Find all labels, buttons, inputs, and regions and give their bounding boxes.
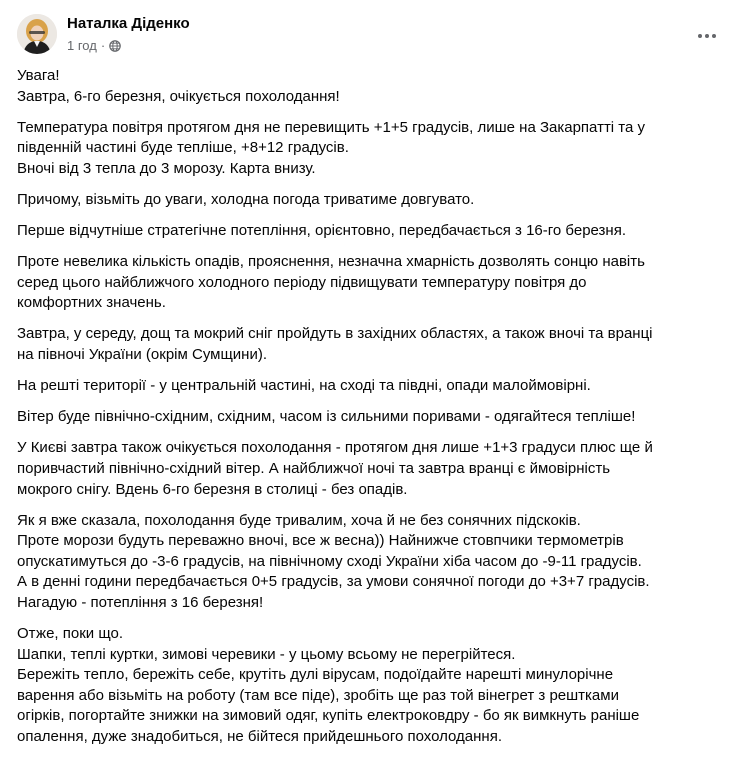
post-text-line: Вночі від 3 тепла до 3 морозу. Карта внизу. bbox=[17, 159, 316, 177]
globe-icon[interactable] bbox=[109, 40, 121, 52]
post-meta bbox=[67, 38, 121, 53]
post-text-line: Бережіть тепло, бережіть себе, крутіть дулі вірусам, подоїдайте нарешті минулорічне bbox=[17, 666, 614, 684]
post-text-line: Проте морози будуть переважно вночі, все ж весна)) Найнижче стовпчики термометрів bbox=[17, 532, 624, 550]
post-text-line: Температура повітря протягом дня не перевищить +1+5 градусів, лише на Закарпатті та у bbox=[17, 118, 646, 136]
post-text-line: Завтра, 6-го березня, очікується похолодання! bbox=[17, 87, 340, 105]
post-text-line: Завтра, у середу, дощ та мокрий сніг пройдуть в західних областях, а також вночі та вранці bbox=[17, 325, 653, 343]
post-text-line: На решті території - у центральній частині, на сході та півдні, опади малоймовірні. bbox=[17, 377, 591, 395]
post-text-line: Проте невелика кількість опадів, прояснення, незначна хмарність дозволять сонцю навіть bbox=[17, 253, 645, 271]
post-text-line: опускатимуться до -3-6 градусів, на північному сході України хіба часом до -9-11 градусів. bbox=[17, 552, 642, 570]
avatar-photo-icon bbox=[17, 14, 57, 54]
post-text-line: серед цього найближчого холодного періоду підвищувати температуру повітря до bbox=[17, 273, 587, 291]
post-header bbox=[17, 10, 725, 60]
post-text-line: на півночі України (окрім Сумщини). bbox=[17, 346, 268, 364]
post-body bbox=[17, 66, 729, 758]
post-text-line: південній частині буде тепліше, +8+12 градусів. bbox=[17, 139, 349, 157]
post-paragraph bbox=[17, 190, 729, 211]
post-text-line: У Києві завтра також очікується похолодання - протягом дня лише +1+3 градуси плюс ще й bbox=[17, 439, 653, 457]
post-paragraph bbox=[17, 407, 729, 428]
post-text-line: А в денні години передбачається 0+5 градусів, за умови сонячної погоди до +3+7 градусів. bbox=[17, 573, 650, 591]
post-text-line: мокрого снігу. Вдень 6-го березня в столиці - без опадів. bbox=[17, 480, 408, 498]
meta-separator: · bbox=[100, 38, 106, 53]
post-text-line: варення або візьміть на роботу (там все піде), зробіть ще раз той вінегрет з рештками bbox=[17, 686, 619, 704]
post-text-line: комфортних значень. bbox=[17, 294, 166, 312]
post-paragraph bbox=[17, 624, 729, 748]
post-text-line: Шапки, теплі куртки, зимові черевики - у цьому всьому не перегрійтеся. bbox=[17, 645, 516, 663]
post-text-line: Отже, поки що. bbox=[17, 625, 124, 643]
post-paragraph bbox=[17, 511, 729, 614]
post-text-line: опалення, дуже знадобиться, не бійтеся прийдешнього похолодання. bbox=[17, 728, 503, 746]
post-text-line: Як я вже сказала, похолодання буде тривалим, хоча й не без сонячних підскоків. bbox=[17, 511, 581, 529]
post-text-line: Вітер буде північно-східним, східним, часом із сильними поривами - одягайтеся тепліше! bbox=[17, 408, 636, 426]
post-text-line: Перше відчутніше стратегічне потепління, орієнтовно, передбачається з 16-го березня. bbox=[17, 222, 626, 240]
post-text-line: поривчастий північно-східний вітер. А найближчої ночі та завтра вранці є ймовірність bbox=[17, 459, 611, 477]
post-paragraph bbox=[17, 324, 729, 365]
post-paragraph bbox=[17, 438, 729, 500]
post-text-line: Нагадую - потепління з 16 березня! bbox=[17, 593, 264, 611]
more-options-button[interactable] bbox=[689, 18, 725, 54]
post-paragraph bbox=[17, 118, 729, 180]
post-paragraph bbox=[17, 66, 729, 107]
author-name[interactable]: Наталка Діденко bbox=[67, 15, 190, 32]
author-avatar[interactable] bbox=[17, 14, 57, 54]
post-text-line: Причому, візьміть до уваги, холодна погода триватиме довгувато. bbox=[17, 190, 475, 208]
post-timestamp[interactable]: 1 год bbox=[67, 38, 97, 53]
post-paragraph bbox=[17, 376, 729, 397]
post-paragraph bbox=[17, 221, 729, 242]
post-text-line: огірків, погортайте знижки на зимовий одяг, купіть електроковдру - бо як вимкнуть раніше bbox=[17, 707, 640, 725]
more-options-icon bbox=[698, 34, 716, 38]
post-text-line: Увага! bbox=[17, 67, 60, 84]
post-paragraph bbox=[17, 252, 729, 314]
